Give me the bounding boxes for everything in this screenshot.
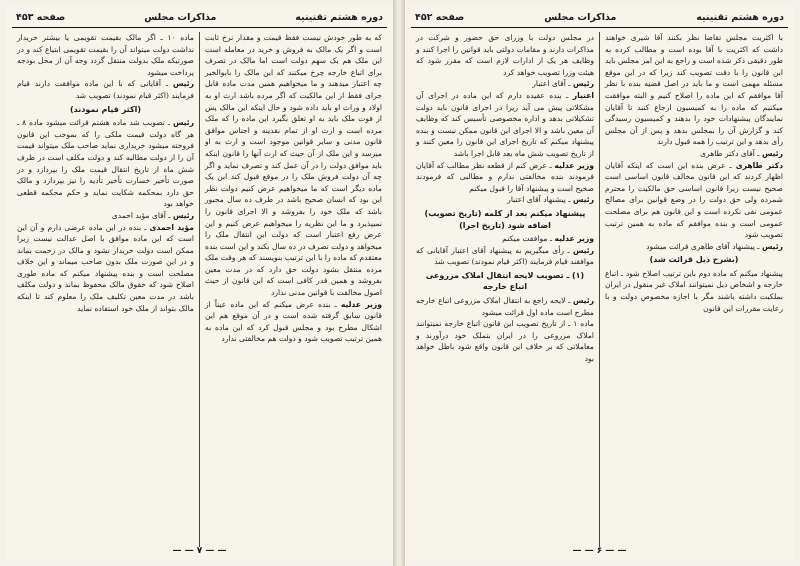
page-header [12, 8, 387, 28]
paragraph-text: آقایانی که با این ماده موافقت دارند قیام فرمایند (اکثر قیام نمودند) تصویب شد [17, 79, 194, 100]
paragraph [205, 32, 382, 299]
speaker-name: مؤید احمدی [149, 222, 194, 232]
text-columns [411, 32, 788, 547]
paragraph-text: ماده ۱ ـ از تاریخ تصویب این قانون اتباع خارجه نمیتوانند املاک مزروعی را در ایران بتملک خود درآورند و معاملاتی که بر خلاف این قانون واقع شود باطل خواهد بود [416, 319, 594, 364]
page-footer: — — ۶ — — [572, 546, 627, 556]
speaker-name: وزیر عدلیه [554, 234, 594, 244]
paragraph: رئیس ـ آقای دکتر طاهری [700, 148, 783, 158]
speaker-name: وزیر عدلیه [340, 299, 382, 309]
speaker-name: رئیس [172, 79, 194, 89]
paragraph-text: (اکثر قیام نمودند) [69, 104, 141, 114]
paragraph-text: پیشنهاد میکنم بعد از کلمه (تاریخ تصویب) اضافه شود (تاریخ اجرا) [424, 208, 586, 230]
folio-number: ۶ [596, 546, 603, 556]
left-page [6, 4, 393, 560]
text-column [411, 32, 600, 547]
paragraph-text: که به طور خودش نیست فقط قیمت و مقدار نرخ ثابت است و اگر یک مالک به فروش و خرید در معامله است این ملک هم یک سهم دولت است اما مالک در تصرف برای اتباع خارجه چرخ میکنند که این مالک را بابوالخیر چه اعتبار میدهند و ما میخواهیم همین مدت ماده قابل جرای فقط از این مالکیت که اگر مرده باشد ارث او به اولاد و وراث او باید داده شود و حال اینکه این مالک پس از فوت ملک باید به او تعلق بگیرد این ماده را که ملک مرده است و ارث او از تمام نقدینه و اجناس موافق قانون مدنی و سایر قوانین موجود است و ارث به او میرسد و این ملک از آن حیث که ارث آنها را قانون اینکه باید موافق دولت را در آن عمل کند و تصرف نماید و اگر چه آن دولت فروش ملک را در موقع قبول کند این یک ماده دیگر است که ما میخواهیم عرض کنیم دولت نظر این بود که انسان صحیح باشد در طرف ده سال مجبور باشد که ملک خود را بفروشد و الا اجرای قانون را نمیپذیرد و ما این نظریه را میخواهیم عرض کنیم و این عرض رفع اعتبار است که دولت این انتقال ملک را میخواهد و دولت تصرف در ده سال بکند و این است بنده معتقدم که ماده را با این ترتیب بنویسند که هر وقت ملک مرده منتقل بشود دولت حق دارد که در مدت معین بفروشد و همین قدر کافی است که این قانون از حیث اصول مخالفت با قوانین مدنی ندارد [205, 33, 382, 298]
page-number-label: صفحه ۴۵۲ [415, 11, 465, 23]
paragraph-text: آقای دکتر طاهری [700, 148, 755, 158]
paragraph-text: آقای مؤید احمدی [111, 210, 166, 220]
paragraph-text: موافقت میکنم [502, 234, 548, 244]
page-number-label: صفحه ۴۵۳ [16, 11, 66, 23]
speaker-name: رئیس [572, 245, 594, 255]
text-columns [12, 32, 387, 547]
paragraph [605, 32, 783, 148]
paragraph: رئیس ـ تصویب شد ماده هشتم قرائت میشود ماده ۸ ـ هر گاه دولت قیمت ملکی را که بموجب این قانون فروخته میشود خریداری نماید صاحب ملک میتواند قیمت آن را از دولت مطالبه کند و دولت مکلف است در ظرف شش ماه از تاریخ انتقال قیمت ملک را بپردازد و در صورت تأخیر خسارت تأخیر تأدیه را نیز بپردازد و مالک حق دارد بمحکمه شکایت نماید و حکم محکمه قطعی خواهد بود [17, 118, 194, 209]
paragraph: دکتر طاهری ـ عرض بنده این است که اینکه آقایان اظهار کردند که این قانون مخالف قانون اساسی است صحیح نیست زیرا قانون اساسی حق مالکیت را محترم شمرده ولی حق دولت را در وضع قوانین برای مصالح عمومی نفی نکرده است و این قانون هم برای مصلحت عمومی است و بنده موافقم که ماده به همین ترتیب تصویب شود [605, 160, 784, 240]
section-heading [416, 208, 594, 231]
paragraph: رئیس ـ رأی میگیریم به پیشنهاد آقای اعتبار آقایانی که موافقند قیام فرمایند (اکثر قیام نمودند) تصویب شد [416, 245, 594, 267]
right-page [405, 4, 794, 560]
paragraph: رئیس ـ آقایانی که با این ماده موافقت دارند قیام فرمایند (اکثر قیام نمودند) تصویب شد [17, 79, 194, 100]
paragraph [416, 32, 594, 78]
paragraph-text: پیشنهاد آقای طاهری قرائت میشود [646, 241, 755, 251]
paragraph: وزیر عدلیه ـ عرض کنم از قطعه نظر مطالب که آقایان فرمودند بنده مخالفتی ندارم و مطالبی که فرمودند صحیح است و پیشنهاد آقا را قبول میکنم [416, 160, 594, 193]
page-footer: — — ۷ — — [172, 546, 227, 556]
page-header [411, 8, 788, 28]
paragraph-text: تصویب شد ماده هشتم قرائت میشود ماده ۸ ـ هر گاه دولت قیمت ملکی را که بموجب این قانون فروخته میشود خریداری نماید صاحب ملک میتواند قیمت آن را از دولت مطالبه کند و دولت مکلف است در ظرف شش ماه از تاریخ انتقال قیمت ملک را بپردازد و در صورت تأخیر خسارت تأخیر تأدیه را نیز بپردازد و مالک حق دارد بمحکمه شکایت نماید و حکم محکمه قطعی خواهد بود [17, 118, 194, 209]
paragraph-text: با اکثریت مجلس تقاضا نظر بکنند آقا شیری خواهند داشت که اکثریت با آقا بوده است و مطالب کرده به طور دقیقی ذکر شده است و راجع به این امر مجلس باید این قانون را با دقت تصویب کند زیرا که در این موقع مسئله مهمی است و ما باید در اصل قضیه بنده با نظر آقا موافقم که این ماده را اصلاح کنیم و البته موافقت میکنیم که ماده را به کمیسیون ارجاع کنند تا آقایان نمایندگان پیشنهادات خود را بدهند و کمیسیون رسیدگی کند و گزارش آن را بمجلس بدهد و پس از آن مجلس رأی بدهد و این ترتیب را همه قبول دارند [605, 33, 783, 147]
paragraph: رئیس ـ پیشنهاد آقای طاهری قرائت میشود [646, 241, 783, 251]
section-heading [605, 254, 783, 266]
paragraph-text: عرض بنده این است که اینکه آقایان اظهار کردند که این قانون مخالف قانون اساسی است صحیح نیست زیرا قانون اساسی حق مالکیت را محترم شمرده ولی حق دولت را در وضع قوانین برای مصالح عمومی نفی نکرده است و این قانون هم برای مصلحت عمومی است و بنده موافقم که ماده به همین ترتیب تصویب شود [605, 160, 783, 240]
folio-number: ۷ [196, 546, 203, 556]
speaker-name: دکتر طاهری [735, 160, 784, 170]
speaker-name: رئیس [172, 118, 194, 128]
paragraph: مؤید احمدی ـ بنده در این ماده عرضی دارم و آن این است که این ماده موافق با اصل عدالت نیست زیرا ممکن است دولت خریدار نشود و مالک در زحمت بماند و در این صورت ملک بدون صاحب میماند و این خلاف مصلحت است و بنده پیشنهاد میکنم که ماده طوری اصلاح شود که حقوق مالک محفوظ بماند و دولت مکلف باشد در مدت معین تکلیف ملک را معلوم کند تا اینکه مالک بتواند از ملک خود استفاده نماید [17, 222, 194, 313]
text-column [12, 32, 200, 547]
paragraph: رئیس ـ آقای اعتبار [532, 79, 594, 89]
speaker-name: رئیس [172, 210, 194, 220]
paragraph-text: پیشنهاد میکنم که ماده دوم باین ترتیب اصلاح شود ـ اتباع خارجه و اشخاص ذیل نمیتوانند املاک غیر منقول در ایران بملکیت داشته باشند مگر با اجازه مخصوص دولت و با رعایت مقررات این قانون [605, 268, 783, 313]
speaker-name: رئیس [572, 296, 594, 306]
paragraph-text: پیشنهاد آقای اعتبار [507, 195, 566, 205]
paragraph: رئیس ـ پیشنهاد آقای اعتبار [507, 195, 594, 205]
speaker-name: رئیس [572, 195, 594, 205]
text-column [600, 32, 788, 547]
paragraph-text: آقای اعتبار [532, 79, 566, 89]
speaker-name: رئیس [761, 148, 783, 158]
paragraph-text: بنده عقیده دارم که این ماده در اجرای آن مشکلاتی پیش می آید زیرا در اجرای قانون باید دولت تشکیلاتی بدهد و اداره مخصوصی تأسیس کند که وظایف آن معین باشد و الا اجرای این قانون ممکن نیست و بنده پیشنهاد میکنم که تاریخ اجرای این قانون را معین کنند و از تاریخ تصویب شش ماه بعد قابل اجرا باشد [416, 90, 594, 158]
paragraph: وزیر عدلیه ـ بنده عرض میکنم که این ماده عیناً از قانون سابق گرفته شده است و در آن موقع هم این اشکال مطرح بود و مجلس قبول کرد که این ماده به همین ترتیب تصویب شود و دولت هم مخالفتی ندارد [205, 299, 382, 344]
journal-title: مذاکرات مجلس [144, 11, 217, 23]
speaker-name: رئیس [761, 241, 783, 251]
speaker-name: وزیر عدلیه [554, 160, 594, 170]
session-label: دوره هشتم تقنینیه [295, 11, 383, 23]
paragraph [416, 318, 594, 364]
paragraph-text: رأی میگیریم به پیشنهاد آقای اعتبار آقایانی که موافقند قیام فرمایند (اکثر قیام نمودند) تصویب شد [416, 245, 594, 267]
paragraph-text: بنده عرض میکنم که این ماده عیناً از قانون سابق گرفته شده است و در آن موقع هم این اشکال مطرح بود و مجلس قبول کرد که این ماده به همین ترتیب تصویب شود و دولت هم مخالفتی ندارد [205, 299, 382, 344]
paragraph-text: در مجلس دولت با وزرای حق حضور و شرکت در مذاکرات دارند و مقامات دولتی باید قوانین را اجرا کنند و وظایف هر یک از ادارات لازم است که مقرر شود که هیئت وزرا تصویب خواهد کرد [416, 33, 594, 77]
section-heading [416, 270, 594, 293]
paragraph [17, 32, 194, 78]
paragraph-text: بنده در این ماده عرضی دارم و آن این است که این ماده موافق با اصل عدالت نیست زیرا ممکن است دولت خریدار نشود و مالک در زحمت بماند و در این صورت ملک بدون صاحب میماند و این خلاف مصلحت است و بنده پیشنهاد میکنم که ماده طوری اصلاح شود که حقوق مالک محفوظ بماند و دولت مکلف باشد در مدت معین تکلیف ملک را معلوم کند تا اینکه مالک بتواند از ملک خود استفاده نماید [17, 222, 194, 313]
paragraph: وزیر عدلیه ـ موافقت میکنم [502, 234, 594, 244]
speaker-name: رئیس [572, 79, 594, 89]
book-gutter [393, 0, 405, 566]
paragraph: اعتبار ـ بنده عقیده دارم که این ماده در اجرای آن مشکلاتی پیش می آید زیرا در اجرای قانون باید دولت تشکیلاتی بدهد و اداره مخصوصی تأسیس کند که وظایف آن معین باشد و الا اجرای این قانون ممکن نیست و بنده پیشنهاد میکنم که تاریخ اجرای این قانون را معین کنند و از تاریخ تصویب شش ماه بعد قابل اجرا باشد [416, 90, 594, 158]
paragraph-text: لایحه راجع به انتقال املاک مزروعی اتباع خارجه مطرح است ماده اول قرائت میشود [416, 296, 594, 317]
paragraph [605, 268, 783, 314]
paragraph: رئیس ـ لایحه راجع به انتقال املاک مزروعی اتباع خارجه مطرح است ماده اول قرائت میشود [416, 296, 594, 317]
text-column [200, 32, 387, 547]
section-heading [17, 104, 194, 116]
paragraph: رئیس ـ آقای مؤید احمدی [111, 210, 194, 220]
session-label: دوره هشتم تقنینیه [696, 11, 784, 23]
paragraph-text: (۱) ـ تصویب لایحه انتقال املاک مزروعی اتباع خارجه [425, 270, 585, 292]
paragraph-text: (بشرح ذیل قرائت شد) [649, 255, 739, 265]
journal-title: مذاکرات مجلس [544, 11, 617, 23]
speaker-name: اعتبار [572, 90, 594, 100]
paragraph-text: عرض کنم از قطعه نظر مطالب که آقایان فرمودند بنده مخالفتی ندارم و مطالبی که فرمودند صحیح است و پیشنهاد آقا را قبول میکنم [416, 160, 594, 193]
paragraph-text: ماده ۱۰ ـ اگر مالک بقیمت تقویمی یا بیشتر خریدار نداشت دولت میتواند آن را بقیمت تقویمی ابتیاع کند و در صورتیکه ملک بدولت منتقل گردد وجه آن از محل بودجه پرداخت میشود [17, 33, 194, 77]
